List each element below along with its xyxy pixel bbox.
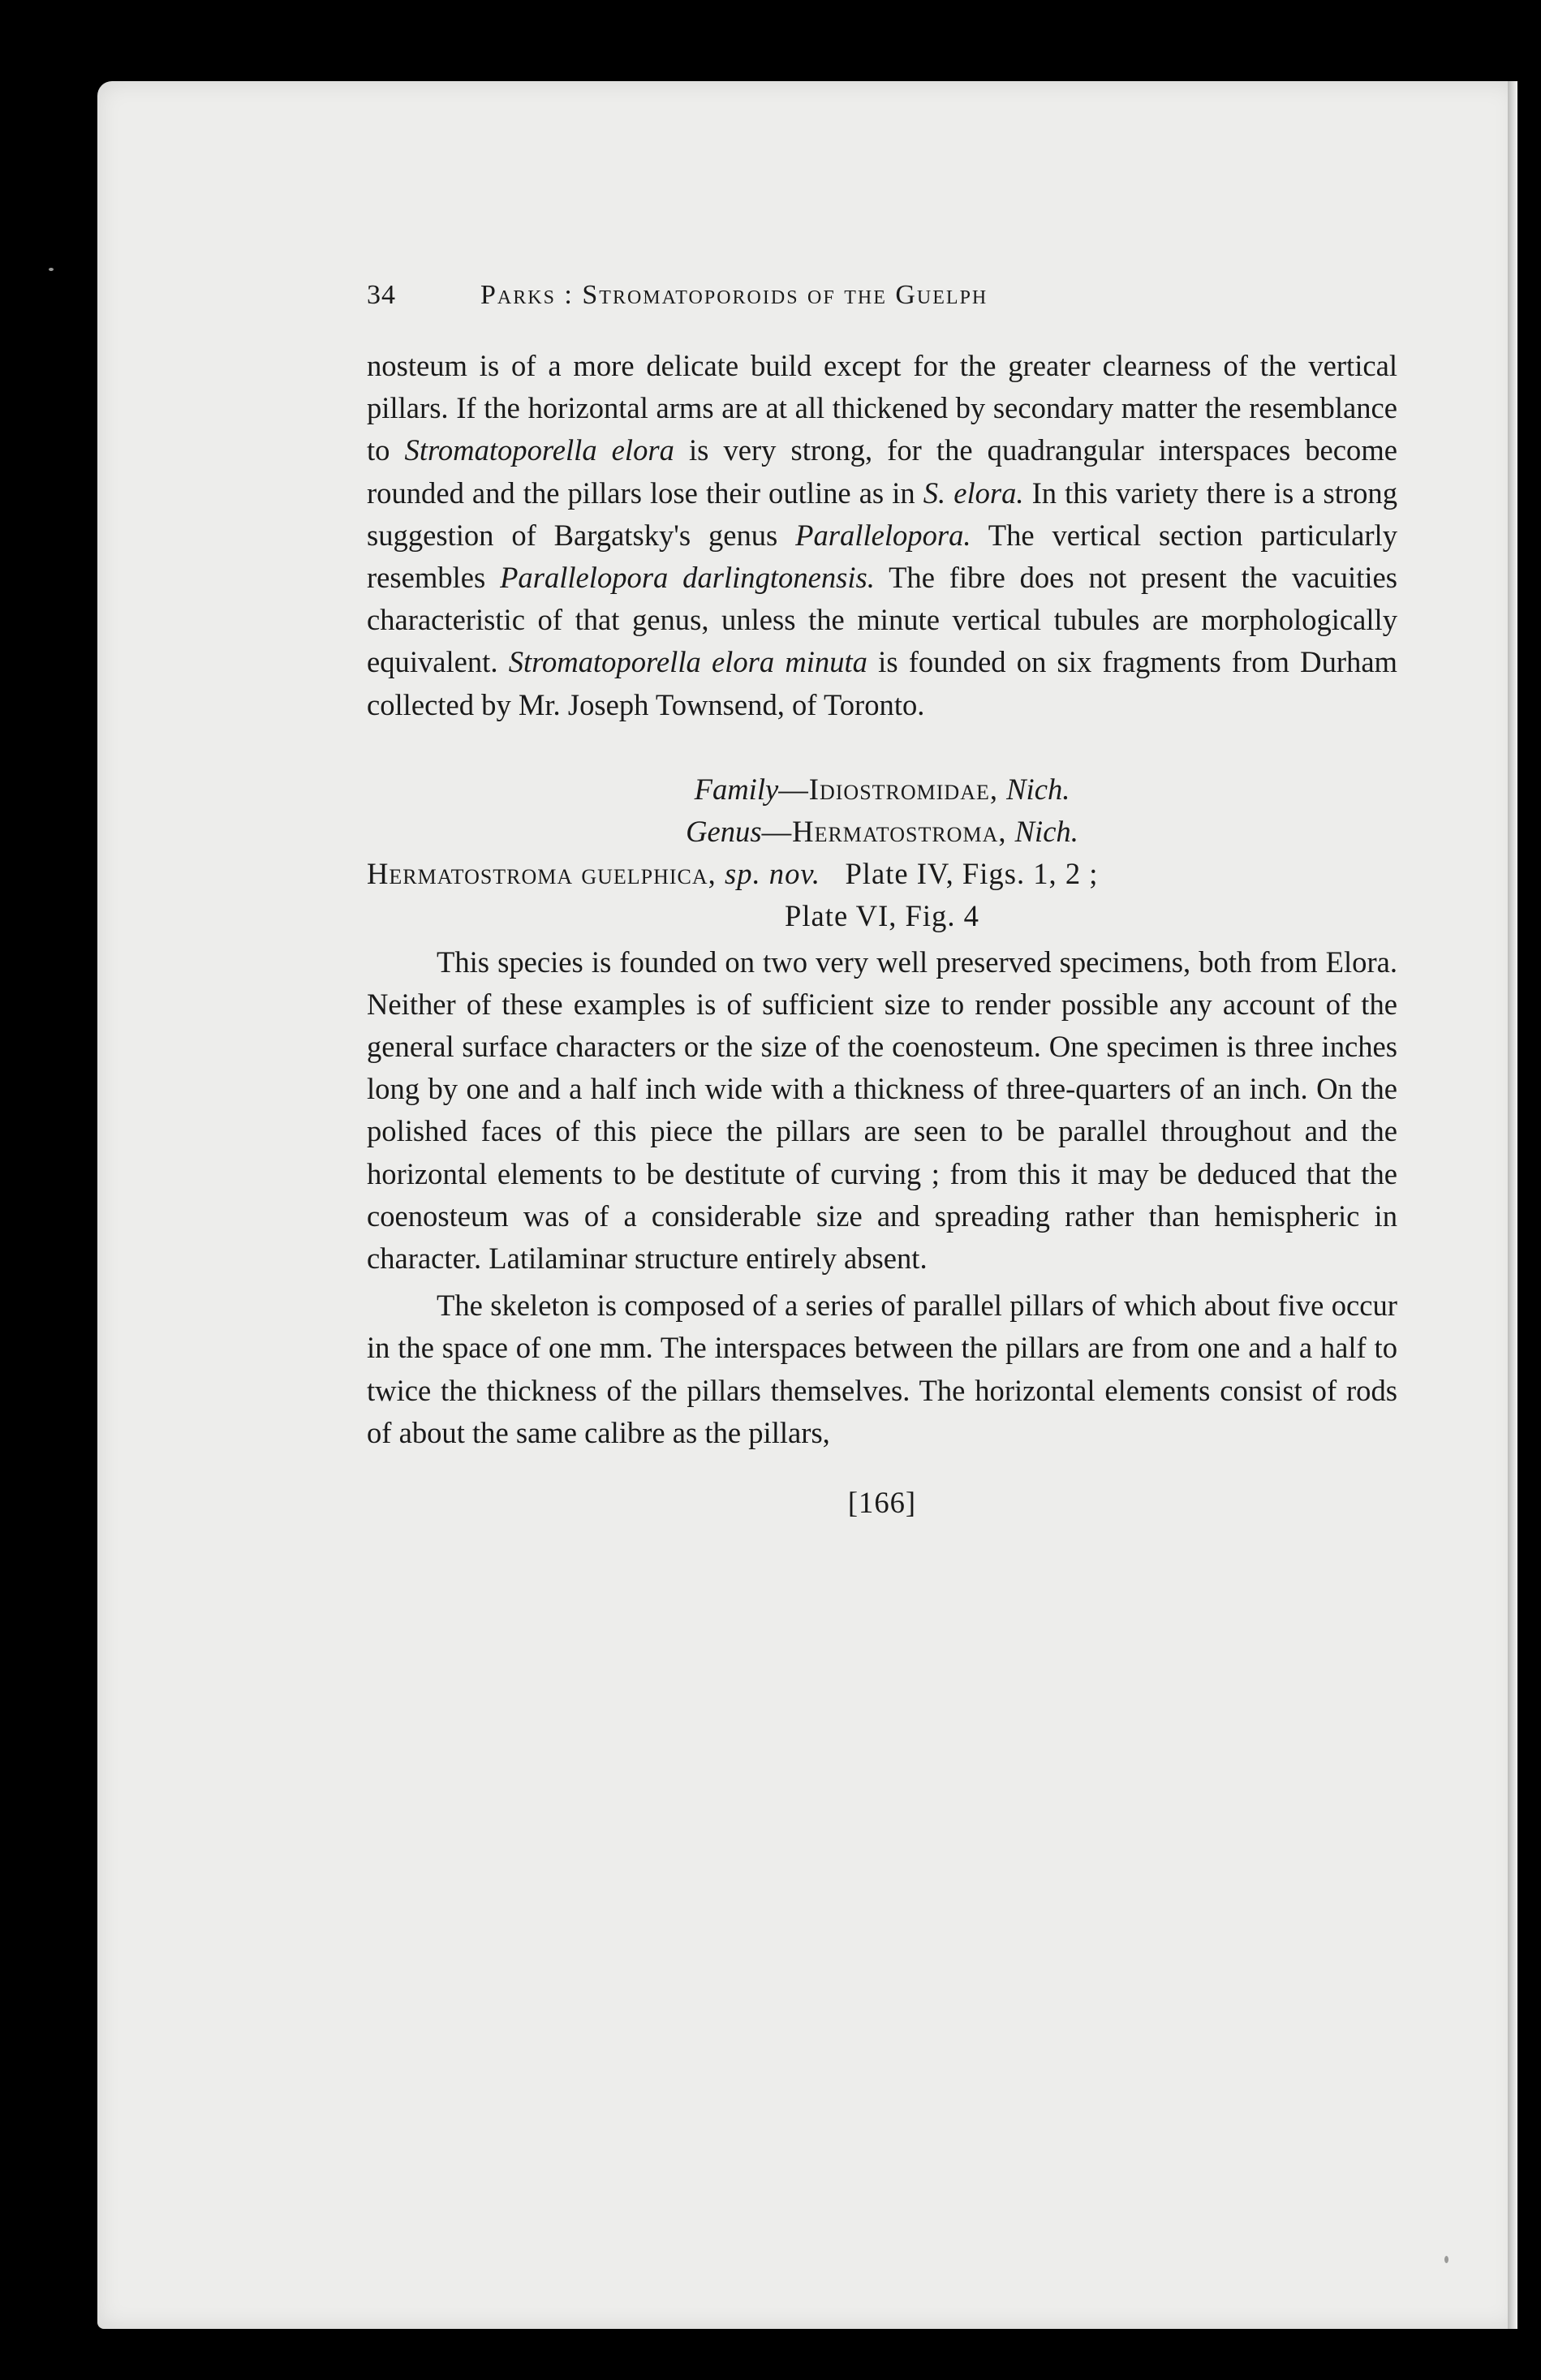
paragraph-description: This species is founded on two very well preserved specimens, both from Elora. Neither of these examples is of sufficient size to render possible any account of the general surface characters or the size of the coenosteum. One specimen is three inches long by one and a half inch wide with a thickness of three-quarters of an inch. On the polished faces of this piece the pillars are seen to be parallel throughout and the horizontal elements to be destitute of curving ; from this it may be deduced that the coenosteum was of a considerable size and spreading rather than hemispheric in character. Latilaminar structure entirely absent. — [367, 945, 1397, 1276]
genus-name: —Hermatostroma, — [761, 815, 1015, 849]
scan-speck — [49, 268, 54, 271]
running-title: Parks : Stromatoporoids of the Guelph — [480, 280, 988, 310]
text-run: The fibre does not present the vacuities characteristic of that genus, unless the minute vertical tubules are morphologically equivalent. — [367, 561, 1397, 679]
folio-number: [166] — [847, 1486, 917, 1520]
species-name: Stromatoporella elora minuta — [508, 645, 867, 679]
genus-name: Parallelopora. — [795, 518, 971, 552]
family-heading — [367, 768, 1397, 811]
genus-label: Genus — [686, 815, 762, 849]
scan-speck — [1444, 2256, 1448, 2263]
text-run: is founded on six fragments from Durham collected by Mr. Joseph Townsend, of Toronto. — [367, 645, 1398, 721]
page-number: 34 — [367, 280, 396, 310]
genus-heading — [367, 811, 1397, 853]
species-name: Parallelopora darlingtonensis. — [500, 561, 875, 595]
paragraph-skeleton: The skeleton is composed of a series of parallel pillars of which about five occur in the space of one mm. The interspaces between the pillars are from one and a half to twice the thickness of the pillars themselves. The horizontal elements consist of rods of about the same calibre as the pillars, — [367, 1289, 1397, 1449]
family-label: Family — [694, 772, 779, 806]
text-run: nosteum is of a more delicate build except for the greater clearness of the vertical pillars. If the horizontal arms are at all thickened by secondary matter the resemblance to — [367, 349, 1397, 467]
family-author: Nich. — [1006, 772, 1070, 806]
family-name: —Idiostromidae, — [778, 772, 1007, 806]
plate-reference: Plate IV, Figs. 1, 2 ; — [845, 857, 1099, 891]
page-text — [367, 274, 1397, 1524]
page-edge-shadow — [1508, 81, 1517, 2329]
text-run: The vertical section particularly resembles — [367, 518, 1397, 595]
text-run: is very strong, for the quadrangular interspaces become rounded and the pillars lose their outline as in — [367, 433, 1397, 510]
text-run: In this variety there is a strong suggestion of Bargatsky's genus — [367, 476, 1397, 552]
species-heading — [367, 853, 1397, 895]
species-name: Hermatostroma guelphica, — [367, 857, 725, 891]
plate-reference-continued: Plate VI, Fig. 4 — [785, 899, 979, 933]
genus-author: Nich. — [1014, 815, 1078, 849]
species-name: Stromatoporella elora — [404, 433, 674, 467]
species-name: S. elora. — [923, 476, 1024, 510]
species-designation: sp. nov. — [724, 857, 821, 891]
running-header — [367, 274, 1397, 316]
paragraph-continued — [367, 345, 1397, 726]
